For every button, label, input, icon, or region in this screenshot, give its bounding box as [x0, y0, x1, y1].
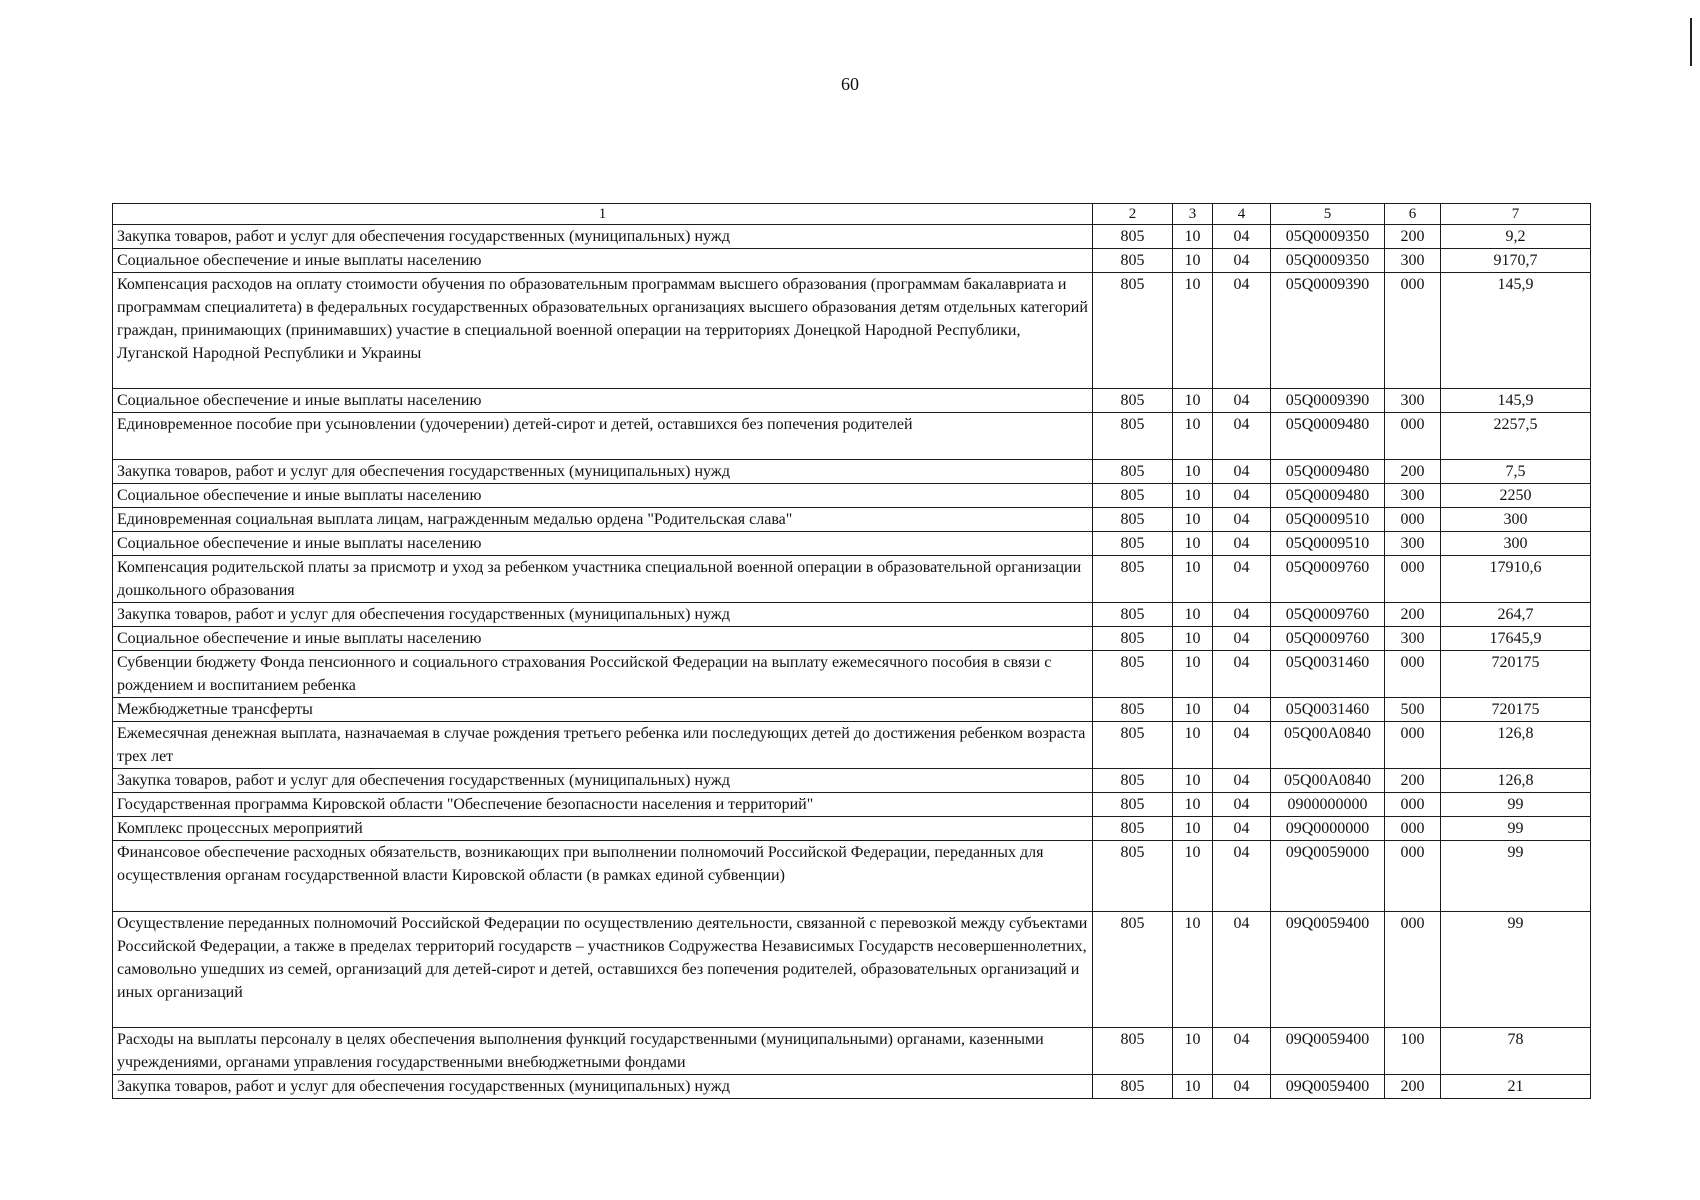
row-section-code: 10 [1173, 249, 1213, 273]
row-expense-type: 300 [1385, 249, 1441, 273]
table-row [113, 1075, 1591, 1099]
row-target-article: 05Q0009480 [1271, 413, 1385, 460]
row-amount: 17645,9 [1441, 627, 1591, 651]
row-target-article: 05Q0009390 [1271, 273, 1385, 389]
column-header-amount: 7 [1441, 204, 1591, 225]
row-ministry-code: 805 [1093, 793, 1173, 817]
row-target-article: 05Q00A0840 [1271, 722, 1385, 769]
row-amount: 9,2 [1441, 225, 1591, 249]
row-expense-type: 000 [1385, 817, 1441, 841]
row-section-code: 10 [1173, 508, 1213, 532]
table-header-row [113, 204, 1591, 225]
row-name: Социальное обеспечение и иные выплаты населению [113, 249, 1093, 273]
row-section-code: 10 [1173, 841, 1213, 912]
row-section-code: 10 [1173, 698, 1213, 722]
table-row [113, 603, 1591, 627]
row-name: Компенсация родительской платы за присмотр и уход за ребенком участника специальной военной операции в образовательной организации дошкольного образования [113, 556, 1093, 603]
row-amount: 300 [1441, 508, 1591, 532]
row-name: Межбюджетные трансферты [113, 698, 1093, 722]
row-target-article: 05Q0009760 [1271, 627, 1385, 651]
row-section-code: 10 [1173, 484, 1213, 508]
row-name: Субвенции бюджету Фонда пенсионного и социального страхования Российской Федерации на выплату ежемесячного пособия в связи с рождением и воспитанием ребенка [113, 651, 1093, 698]
row-name: Компенсация расходов на оплату стоимости обучения по образовательным программам высшего образования (программам бакалавриата и программам специалитета) в федеральных государственных образовательных организациях высшего образования детям отдельных категорий граждан, принимающих (принимавших) участие в специальной военной операции на территориях Донецкой Народной Республики, Луганской Народной Республики и Украины [113, 273, 1093, 389]
row-section-code: 10 [1173, 556, 1213, 603]
row-section-code: 10 [1173, 603, 1213, 627]
row-subsection-code: 04 [1213, 1075, 1271, 1099]
row-name: Комплекс процессных мероприятий [113, 817, 1093, 841]
row-expense-type: 000 [1385, 651, 1441, 698]
row-expense-type: 000 [1385, 273, 1441, 389]
row-target-article: 05Q0009760 [1271, 556, 1385, 603]
row-amount: 99 [1441, 912, 1591, 1028]
row-expense-type: 200 [1385, 769, 1441, 793]
column-header-ministry: 2 [1093, 204, 1173, 225]
column-header-expense-type: 6 [1385, 204, 1441, 225]
row-target-article: 09Q0059000 [1271, 841, 1385, 912]
row-ministry-code: 805 [1093, 817, 1173, 841]
column-header-name: 1 [113, 204, 1093, 225]
row-amount: 300 [1441, 532, 1591, 556]
row-ministry-code: 805 [1093, 722, 1173, 769]
row-section-code: 10 [1173, 1028, 1213, 1075]
row-ministry-code: 805 [1093, 273, 1173, 389]
row-expense-type: 300 [1385, 484, 1441, 508]
row-subsection-code: 04 [1213, 1028, 1271, 1075]
row-section-code: 10 [1173, 722, 1213, 769]
table-row [113, 413, 1591, 460]
row-amount: 9170,7 [1441, 249, 1591, 273]
table-row [113, 389, 1591, 413]
row-ministry-code: 805 [1093, 249, 1173, 273]
row-amount: 99 [1441, 793, 1591, 817]
table-row [113, 817, 1591, 841]
row-subsection-code: 04 [1213, 603, 1271, 627]
row-section-code: 10 [1173, 225, 1213, 249]
row-target-article: 05Q0009480 [1271, 484, 1385, 508]
row-subsection-code: 04 [1213, 532, 1271, 556]
row-name: Социальное обеспечение и иные выплаты населению [113, 389, 1093, 413]
table-row [113, 912, 1591, 1028]
row-expense-type: 500 [1385, 698, 1441, 722]
row-subsection-code: 04 [1213, 273, 1271, 389]
row-name: Социальное обеспечение и иные выплаты населению [113, 627, 1093, 651]
row-target-article: 05Q0009480 [1271, 460, 1385, 484]
row-expense-type: 000 [1385, 556, 1441, 603]
row-subsection-code: 04 [1213, 651, 1271, 698]
row-name: Закупка товаров, работ и услуг для обеспечения государственных (муниципальных) нужд [113, 1075, 1093, 1099]
scan-edge-mark [1690, 18, 1692, 66]
row-subsection-code: 04 [1213, 841, 1271, 912]
row-expense-type: 200 [1385, 603, 1441, 627]
row-expense-type: 300 [1385, 532, 1441, 556]
row-subsection-code: 04 [1213, 389, 1271, 413]
table-row [113, 249, 1591, 273]
table-row [113, 722, 1591, 769]
row-target-article: 05Q0009510 [1271, 508, 1385, 532]
row-amount: 145,9 [1441, 389, 1591, 413]
row-subsection-code: 04 [1213, 627, 1271, 651]
row-target-article: 09Q0059400 [1271, 1028, 1385, 1075]
row-amount: 2257,5 [1441, 413, 1591, 460]
table-row [113, 793, 1591, 817]
row-ministry-code: 805 [1093, 1075, 1173, 1099]
row-amount: 126,8 [1441, 769, 1591, 793]
table-row [113, 841, 1591, 912]
row-target-article: 05Q0031460 [1271, 651, 1385, 698]
row-name: Государственная программа Кировской области "Обеспечение безопасности населения и территорий" [113, 793, 1093, 817]
row-subsection-code: 04 [1213, 912, 1271, 1028]
row-subsection-code: 04 [1213, 817, 1271, 841]
row-ministry-code: 805 [1093, 769, 1173, 793]
row-name: Социальное обеспечение и иные выплаты населению [113, 532, 1093, 556]
table-row [113, 273, 1591, 389]
row-section-code: 10 [1173, 1075, 1213, 1099]
table-row [113, 651, 1591, 698]
row-target-article: 09Q0059400 [1271, 1075, 1385, 1099]
row-section-code: 10 [1173, 817, 1213, 841]
row-ministry-code: 805 [1093, 912, 1173, 1028]
row-subsection-code: 04 [1213, 769, 1271, 793]
row-subsection-code: 04 [1213, 484, 1271, 508]
row-amount: 99 [1441, 817, 1591, 841]
row-ministry-code: 805 [1093, 841, 1173, 912]
row-target-article: 05Q0009510 [1271, 532, 1385, 556]
table-row [113, 508, 1591, 532]
table-row [113, 484, 1591, 508]
table-row [113, 225, 1591, 249]
row-ministry-code: 805 [1093, 484, 1173, 508]
row-amount: 2250 [1441, 484, 1591, 508]
row-section-code: 10 [1173, 651, 1213, 698]
row-expense-type: 000 [1385, 793, 1441, 817]
table-row [113, 1028, 1591, 1075]
row-target-article: 05Q0009350 [1271, 225, 1385, 249]
row-target-article: 0900000000 [1271, 793, 1385, 817]
row-section-code: 10 [1173, 912, 1213, 1028]
row-amount: 7,5 [1441, 460, 1591, 484]
row-expense-type: 300 [1385, 389, 1441, 413]
row-target-article: 09Q0000000 [1271, 817, 1385, 841]
row-target-article: 05Q00A0840 [1271, 769, 1385, 793]
row-expense-type: 000 [1385, 912, 1441, 1028]
row-ministry-code: 805 [1093, 389, 1173, 413]
row-expense-type: 200 [1385, 225, 1441, 249]
row-section-code: 10 [1173, 413, 1213, 460]
row-expense-type: 200 [1385, 460, 1441, 484]
table-row [113, 532, 1591, 556]
row-name: Расходы на выплаты персоналу в целях обеспечения выполнения функций государственными (муниципальными) органами, казенными учреждениями, органами управления государственными внебюджетными фондами [113, 1028, 1093, 1075]
budget-table [112, 203, 1591, 1099]
row-target-article: 05Q0009760 [1271, 603, 1385, 627]
row-amount: 99 [1441, 841, 1591, 912]
column-header-subsection: 4 [1213, 204, 1271, 225]
row-expense-type: 100 [1385, 1028, 1441, 1075]
row-name: Закупка товаров, работ и услуг для обеспечения государственных (муниципальных) нужд [113, 460, 1093, 484]
row-ministry-code: 805 [1093, 460, 1173, 484]
row-ministry-code: 805 [1093, 225, 1173, 249]
page-number: 60 [841, 74, 859, 94]
row-ministry-code: 805 [1093, 556, 1173, 603]
row-ministry-code: 805 [1093, 532, 1173, 556]
row-amount: 145,9 [1441, 273, 1591, 389]
row-section-code: 10 [1173, 273, 1213, 389]
row-expense-type: 300 [1385, 627, 1441, 651]
row-target-article: 05Q0009390 [1271, 389, 1385, 413]
row-name: Закупка товаров, работ и услуг для обеспечения государственных (муниципальных) нужд [113, 603, 1093, 627]
row-ministry-code: 805 [1093, 413, 1173, 460]
row-section-code: 10 [1173, 769, 1213, 793]
row-amount: 264,7 [1441, 603, 1591, 627]
table-row [113, 556, 1591, 603]
row-section-code: 10 [1173, 793, 1213, 817]
row-amount: 720175 [1441, 651, 1591, 698]
row-ministry-code: 805 [1093, 651, 1173, 698]
row-amount: 17910,6 [1441, 556, 1591, 603]
row-amount: 720175 [1441, 698, 1591, 722]
row-name: Ежемесячная денежная выплата, назначаемая в случае рождения третьего ребенка или последующих детей до достижения ребенком возраста трех лет [113, 722, 1093, 769]
row-subsection-code: 04 [1213, 460, 1271, 484]
row-section-code: 10 [1173, 627, 1213, 651]
row-subsection-code: 04 [1213, 698, 1271, 722]
row-name: Осуществление переданных полномочий Российской Федерации по осуществлению деятельности, связанной с перевозкой между субъектами Российской Федерации, а также в пределах территорий государств – участников Содружества Независимых Государств несовершеннолетних, самовольно ушедших из семей, организаций для детей-сирот и детей, оставшихся без попечения родителей, образовательных организаций и иных организаций [113, 912, 1093, 1028]
row-subsection-code: 04 [1213, 225, 1271, 249]
row-expense-type: 200 [1385, 1075, 1441, 1099]
row-expense-type: 000 [1385, 508, 1441, 532]
column-header-target-article: 5 [1271, 204, 1385, 225]
row-ministry-code: 805 [1093, 698, 1173, 722]
row-subsection-code: 04 [1213, 413, 1271, 460]
row-ministry-code: 805 [1093, 508, 1173, 532]
row-expense-type: 000 [1385, 413, 1441, 460]
row-amount: 126,8 [1441, 722, 1591, 769]
row-target-article: 05Q0009350 [1271, 249, 1385, 273]
table-row [113, 627, 1591, 651]
row-name: Единовременное пособие при усыновлении (удочерении) детей-сирот и детей, оставшихся без попечения родителей [113, 413, 1093, 460]
column-header-section: 3 [1173, 204, 1213, 225]
table-row [113, 769, 1591, 793]
row-ministry-code: 805 [1093, 1028, 1173, 1075]
row-subsection-code: 04 [1213, 249, 1271, 273]
table-row [113, 460, 1591, 484]
row-target-article: 09Q0059400 [1271, 912, 1385, 1028]
row-expense-type: 000 [1385, 841, 1441, 912]
row-section-code: 10 [1173, 532, 1213, 556]
row-subsection-code: 04 [1213, 508, 1271, 532]
row-subsection-code: 04 [1213, 722, 1271, 769]
row-amount: 78 [1441, 1028, 1591, 1075]
row-target-article: 05Q0031460 [1271, 698, 1385, 722]
row-name: Финансовое обеспечение расходных обязательств, возникающих при выполнении полномочий Российской Федерации, переданных для осуществления органам государственной власти Кировской области (в рамках единой субвенции) [113, 841, 1093, 912]
row-name: Социальное обеспечение и иные выплаты населению [113, 484, 1093, 508]
row-name: Закупка товаров, работ и услуг для обеспечения государственных (муниципальных) нужд [113, 769, 1093, 793]
row-ministry-code: 805 [1093, 603, 1173, 627]
row-subsection-code: 04 [1213, 556, 1271, 603]
row-amount: 21 [1441, 1075, 1591, 1099]
row-subsection-code: 04 [1213, 793, 1271, 817]
row-name: Единовременная социальная выплата лицам, награжденным медалью ордена "Родительская слава" [113, 508, 1093, 532]
row-ministry-code: 805 [1093, 627, 1173, 651]
table-row [113, 698, 1591, 722]
row-section-code: 10 [1173, 389, 1213, 413]
row-section-code: 10 [1173, 460, 1213, 484]
row-expense-type: 000 [1385, 722, 1441, 769]
row-name: Закупка товаров, работ и услуг для обеспечения государственных (муниципальных) нужд [113, 225, 1093, 249]
